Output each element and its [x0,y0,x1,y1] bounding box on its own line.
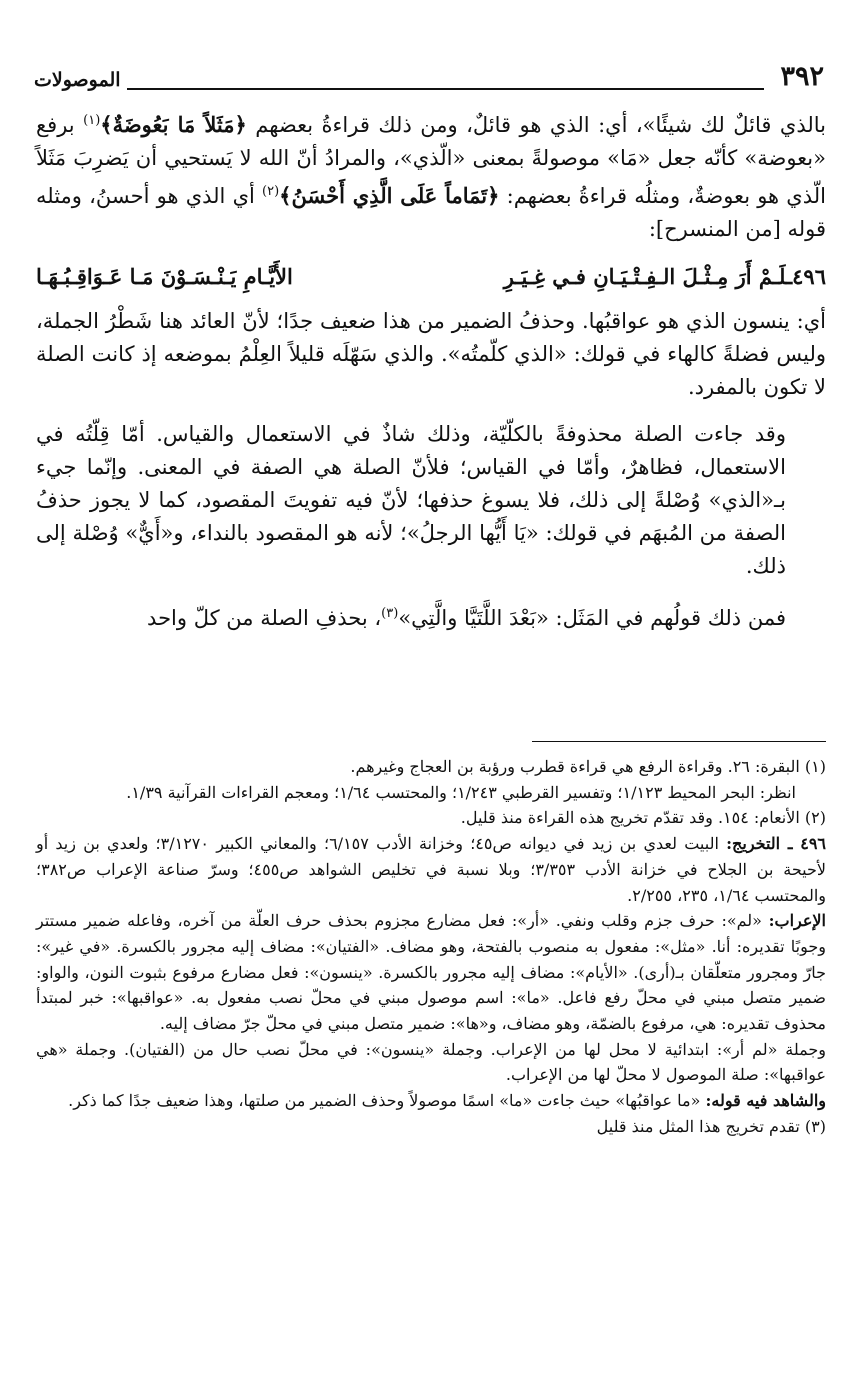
chapter-title: الموصولات [34,69,121,91]
p1-text-1: بالذي قائلٌ لك شيئًا»، أي: الذي هو قائلٌ، ومن ذلك قراءةُ بعضهم [246,113,826,137]
footnotes [36,754,826,1140]
footnote-1-line-2: انظر: البحر المحيط ١/١٢٣؛ وتفسير القرطبي ١/٢٤٣؛ والمحتسب ١/٦٤؛ ومعجم القراءات القرآنية ١/٣٩. [126,782,796,802]
irab-note [36,908,826,1037]
footnote-separator [532,741,826,742]
p1-text-3: أي الذي هو أحسنُ، ومثله قوله [من المنسرح]: [36,184,826,241]
p1-text-2: برفع «بعوضة» كأنّه جعل «مَا» موصولةً بمعنى «الّذي»، والمرادُ أنّ الله لا يَستحيي أن يَضرِبَ مَثَلاً الّذي هو بعوضةٌ، ومثلُه قراءةُ بعضهم: [36,113,826,208]
p4-text-1: فمن ذلك قولُهم في المَثَل: «بَعْدَ اللَّتَيَّا والَّتِي» [398,606,786,630]
footnote-3: (٣) تقدم تخريج هذا المثل منذ قليل [596,1116,826,1136]
p4-text-2: ، بحذفِ الصلة من كلّ واحد [147,606,382,630]
footnote-1-line-1: (١) البقرة: ٢٦. وقراءة الرفع هي قراءة قطرب ورؤبة بن العجاج وغيرهم. [350,757,826,776]
paragraph-2: أي: ينسون الذي هو عواقبُها. وحذفُ الضمير من هذا ضعيف جدًا؛ لأنّ العائد هنا شَطْرُ الجملة، وليس فضلةً كالهاء في قولك: «الذي كلّمتُه». والذي سَهّلَه قليلاً العِلْمُ بموضعه إذ كانت الصلة لا تكون بالمفرد. [36,309,826,399]
quran-quote-2: ﴿تَمَاماً عَلَى الَّذِي أَحْسَنُ﴾ [279,183,500,208]
quran-quote-1: ﴿مَثَلاً مَا بَعُوضَةٌ﴾ [100,112,247,137]
poem-number: ٤٩٦ـ [786,264,826,289]
header-rule [127,66,765,90]
paragraph-3: وقد جاءت الصلة محذوفةً بالكلّيّة، وذلك شاذٌ في الاستعمال والقياس. أمّا قِلّتُه في الاستعمال، فظاهرٌ، وأمّا في القياس؛ فلأنّ الصلة هي الصفة في المعنى. وإنّما جيء بـ«الذي» وُصْلةً إلى ذلك، فلا يسوغ حذفها؛ لأنّ فيه تفويتَ المقصود، كما لا يجوز حذفُ الصفة من المُبهَم في قولك: «يَا أَيُّها الرجلُ»؛ لأنه هو المقصود بالنداء، و«أَيٌّ» وُصْلة إلى ذلك. [36,422,786,578]
footnote-ref-2: (٢) [262,184,280,199]
footnote-2: (٢) الأنعام: ١٥٤. وقد تقدّم تخريج هذه القراءة منذ قليل. [460,808,826,828]
irab-label: الإعراب: [768,911,826,931]
paragraph-1 [36,104,826,246]
shahid-label: والشاهد فيه قوله: [705,1091,826,1111]
page-number: ٣٩٢ [780,61,824,92]
poem-hemistich-2: الأَيَّـامِ يَـنْـسَـوْنَ مَـا عَـوَاقِـبُـهَـا [36,264,293,289]
takhrij-note [36,831,826,908]
poem-hemistich-1 [504,260,826,293]
footnote-ref-3: (٣) [381,606,399,621]
irab-text: «لم»: حرف جزم وقلب ونفي. «أر»: فعل مضارع مجزوم بحذف حرف العلّة من آخره، وفاعله ضمير مستتر وجوبًا تقديره: أنا. «مثل»: مفعول به منصوب بالفتحة، وهو مضاف. «الفتيان»: مضاف إليه مجرور بالكسرة. «في غير»: جارّ ومجرور متعلّقان بـ(أرى). «الأيام»: مضاف إليه مجرور بالكسرة. «ينسون»: فعل مضارع مرفوع بثبوت النون، والواو: ضمير متصل مبني في محلّ رفع فاعل. «ما»: اسم موصول مبني في محلّ نصب مفعول به. «عواقبها»: خبر لمبتدأ محذوف تقديره: هي، مرفوع بالضمّة، وهو مضاف، و«ها»: ضمير متصل مبني في محلّ جرّ مضاف إليه. [36,911,826,1034]
shahid-note [36,1088,826,1114]
main-text [36,104,826,649]
paragraph-4 [36,597,826,635]
takhrij-label: ٤٩٦ ـ التخريج: [726,834,827,854]
page-header [34,54,824,90]
takhrij-text: البيت لعدي بن زيد في ديوانه ص٤٥؛ وخزانة الأدب ٦/١٥٧؛ والمعاني الكبير ٣/١٢٧٠؛ ولعدي بن زيد أو لأحيحة بن الجلاح في خزانة الأدب ٣/٣٥٣؛ وبلا نسبة في تخليص الشواهد ص٤٥٥؛ وسرّ صناعة الإعراب ص٣٨٢؛ والمحتسب ١/٦٤، ٢٣٥، ٢/٢٥٥. [36,834,827,905]
jumla-note: وجملة «لم أر»: ابتدائية لا محل لها من الإعراب. وجملة «ينسون»: في محلّ نصب حال من (الفتيان). وجملة «هي عواقبها»: صلة الموصول لا محلّ لها من الإعراب. [36,1039,827,1085]
shahid-text: «ما عواقبُها» حيث جاءت «ما» اسمًا موصولاً وحذف الضمير من صلتها، وهذا ضعيف جدًا كما ذكر. [68,1091,706,1111]
poem-verse [36,260,826,293]
hemistich-1-text: لَـمْ أَرَ مِـثْـلَ الـفِـتْـيَـانِ فـي غِـيَـرِ [503,264,786,289]
footnote-ref-1: (١) [83,113,101,128]
